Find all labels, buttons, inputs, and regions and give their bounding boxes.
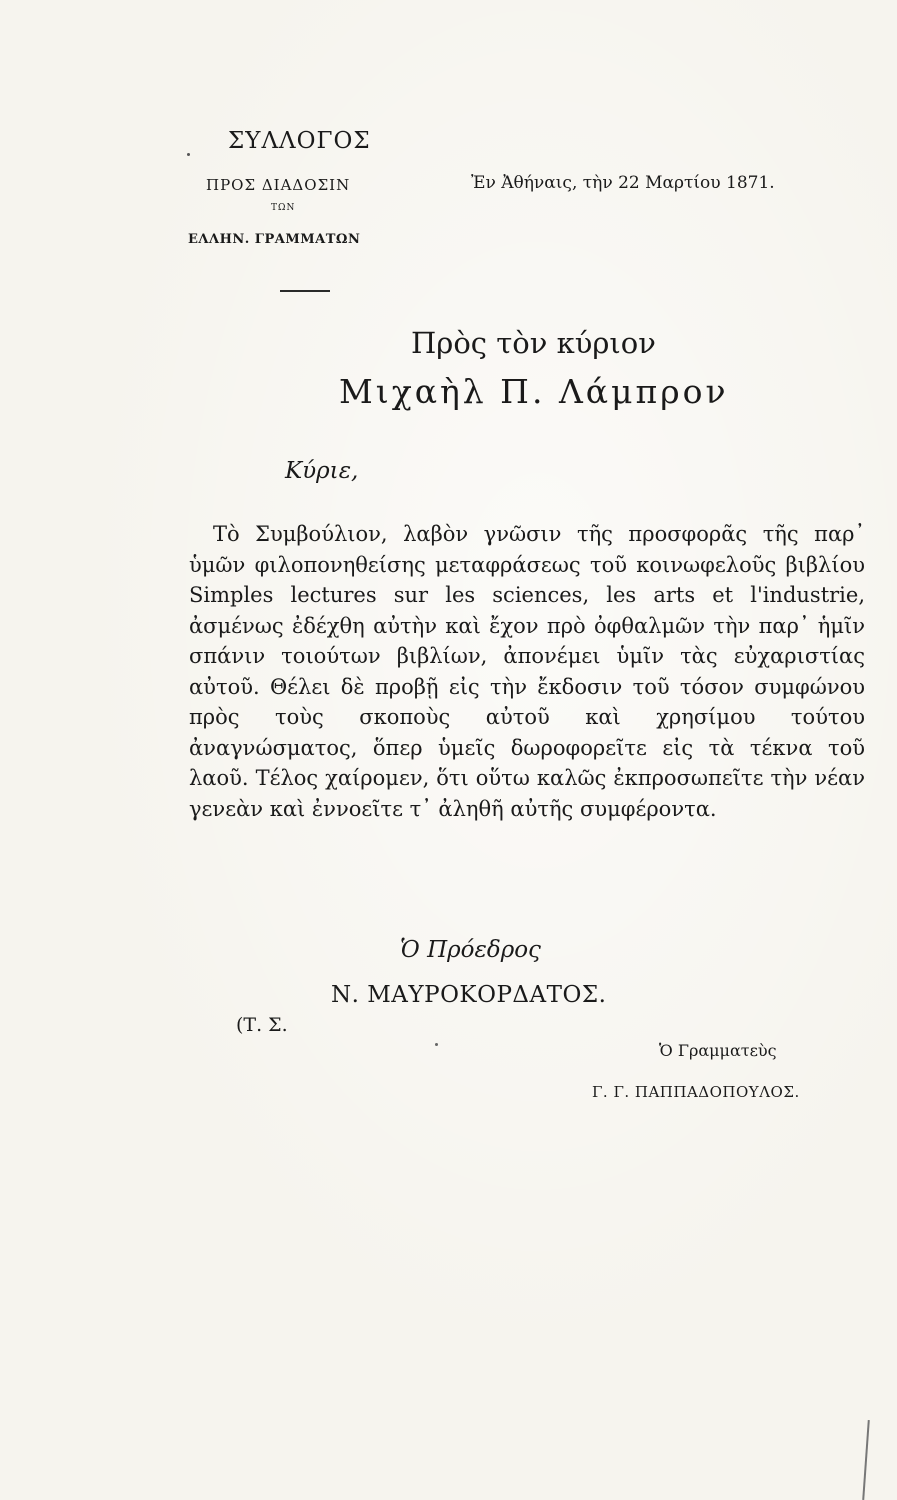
divider-rule bbox=[280, 290, 330, 292]
society-subtitle-line: ΠΡΟΣ ΔΙΑΔΟΣΙΝ bbox=[206, 176, 351, 194]
society-subtitle-end: ΕΛΛΗΝ. ΓΡΑΜΜΑΤΩΝ bbox=[188, 232, 361, 247]
page-edge-mark bbox=[862, 1420, 870, 1500]
society-subtitle-article: ΤΩΝ bbox=[271, 203, 296, 213]
president-name: Ν. ΜΑΥΡΟΚΟΡΔΑΤΟΣ. bbox=[331, 982, 607, 1008]
president-title: Ὁ Πρόεδρος bbox=[400, 937, 541, 963]
secretary-name: Γ. Γ. ΠΑΠΠΑΔΟΠΟΥΛΟΣ. bbox=[592, 1083, 800, 1101]
addressee-name: Μιχαὴλ Π. Λάμπρον bbox=[339, 372, 729, 411]
salutation: Κύριε, bbox=[285, 458, 359, 484]
letter-body bbox=[189, 519, 865, 824]
ink-dot bbox=[435, 1043, 438, 1046]
seal-mark: (Τ. Σ. bbox=[236, 1014, 288, 1036]
addressee-line: Πρὸς τὸν κύριον bbox=[411, 326, 656, 360]
body-paragraph: Τὸ Συμβούλιον, λαβὸν γνῶσιν τῆς προσφορᾶς τῆς παρ᾽ ὑμῶν φιλοπονηθείσης μεταφράσεως τοῦ κοινωφελοῦς βιβλίου Simples lectures sur les sciences, les arts et l'industrie, ἀσμένως ἐδέχθη αὐτὴν καὶ ἔχον πρὸ ὀφθαλμῶν τὴν παρ᾽ ἡμῖν σπάνιν τοιούτων βιβλίων, ἀπονέμει ὑμῖν τὰς εὐχαριστίας αὐτοῦ. Θέλει δὲ προβῇ εἰς τὴν ἔκδοσιν τοῦ τόσον συμφώνου πρὸς τοὺς σκοποὺς αὐτοῦ καὶ χρησίμου τούτου ἀναγνώσματος, ὅπερ ὑμεῖς δωροφορεῖτε εἰς τὰ τέκνα τοῦ λαοῦ. Τέλος χαίρομεν, ὅτι οὕτω καλῶς ἐκπροσωπεῖτε τὴν νέαν γενεὰν καὶ ἐννοεῖτε τ᾽ ἀληθῆ αὐτῆς συμφέροντα. bbox=[189, 522, 865, 821]
society-name: ΣΥΛΛΟΓΟΣ bbox=[228, 128, 371, 154]
place-and-date: Ἐν Ἀθήναις, τὴν 22 Μαρτίου 1871. bbox=[471, 173, 775, 193]
ink-dot bbox=[187, 153, 190, 156]
secretary-title: Ὁ Γραμματεὺς bbox=[659, 1041, 777, 1060]
